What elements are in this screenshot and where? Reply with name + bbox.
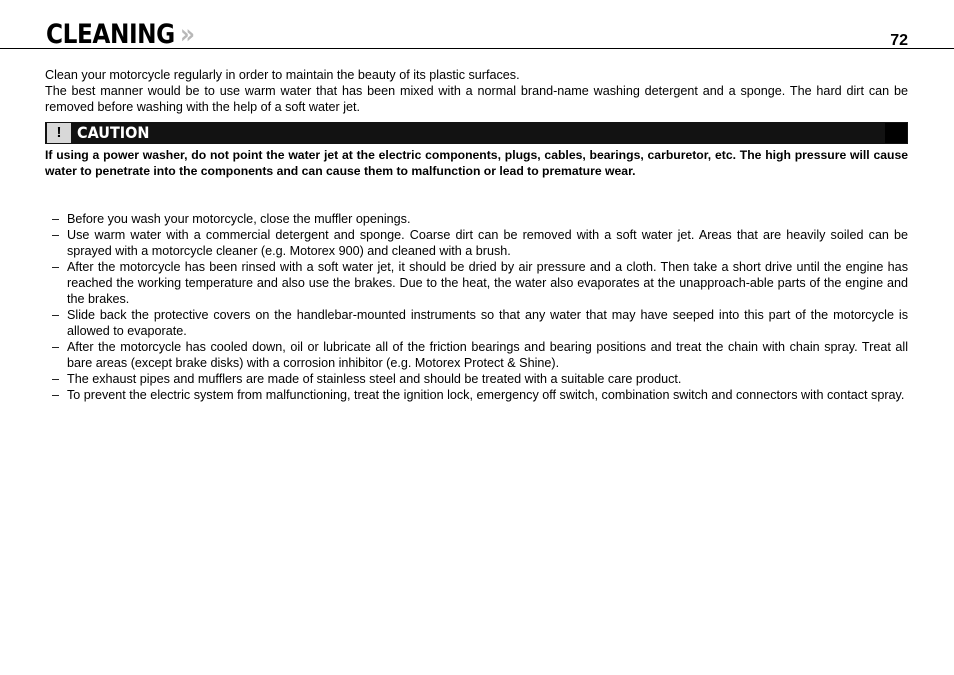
dash-bullet: – (52, 260, 60, 274)
dash-bullet: – (52, 372, 60, 386)
list-item (45, 227, 908, 259)
caution-label: CAUTION (77, 123, 150, 142)
list-item-text: Before you wash your motorcycle, close the muffler openings. (67, 212, 411, 226)
list-item (45, 259, 908, 307)
list-item-text: After the motorcycle has cooled down, oil or lubricate all of the friction bearings and bearing positions and treat the chain with chain spray. Treat all bare areas (except brake disks) with a corrosion inhibitor (e.g. Motorex Protect & Shine). (67, 340, 908, 370)
page-title-text: CLEANING (46, 19, 175, 50)
caution-text: If using a power washer, do not point the water jet at the electric components, plugs, cables, bearings, carburetor, etc. The high pressure will cause water to penetrate into the components and can cause them to malfunction or lead to premature wear. (45, 148, 908, 178)
list-item (45, 211, 908, 227)
page-title (46, 20, 195, 50)
intro-paragraph: The best manner would be to use warm water that has been mixed with a normal brand-name washing detergent and a sponge. The hard dirt can be removed before washing with the help of a soft water jet. (45, 84, 908, 114)
list-item (45, 371, 908, 387)
list-item-text: Use warm water with a commercial detergent and sponge. Coarse dirt can be removed with a soft water jet. Areas that are heavily soiled can be sprayed with a motorcycle cleaner (e.g. Motorex 900) and cleaned with a brush. (67, 228, 908, 258)
dash-bullet: – (52, 212, 60, 226)
intro-section (45, 67, 908, 115)
list-item (45, 387, 908, 403)
list-item-text: Slide back the protective covers on the handlebar-mounted instruments so that any water that may have seeped into this part of the motorcycle is allowed to evaporate. (67, 308, 908, 338)
page-header (0, 14, 954, 49)
exclamation-icon: ! (47, 123, 71, 143)
caution-banner (45, 122, 908, 144)
dash-bullet: – (52, 388, 60, 402)
list-item-text: The exhaust pipes and mufflers are made of stainless steel and should be treated with a suitable care product. (67, 372, 682, 386)
cleaning-steps-list (45, 211, 908, 403)
list-item (45, 307, 908, 339)
list-item (45, 339, 908, 371)
page-number: 72 (890, 32, 908, 49)
list-item-text: To prevent the electric system from malfunctioning, treat the ignition lock, emergency off switch, combination switch and connectors with contact spray. (67, 388, 905, 402)
list-item-text: After the motorcycle has been rinsed with a soft water jet, it should be dried by air pressure and a cloth. Then take a short drive until the engine has reached the working temperature and also use the brakes. Due to the heat, the water also evaporates at the unapproach-able parts of the engine and the brakes. (67, 260, 908, 306)
dash-bullet: – (52, 308, 60, 322)
dash-bullet: – (52, 340, 60, 354)
caution-banner-end (885, 123, 907, 143)
chevron-right-icon: » (179, 19, 195, 50)
dash-bullet: – (52, 228, 60, 242)
page-content (45, 67, 908, 403)
intro-paragraph: Clean your motorcycle regularly in order to maintain the beauty of its plastic surfaces. (45, 68, 520, 82)
